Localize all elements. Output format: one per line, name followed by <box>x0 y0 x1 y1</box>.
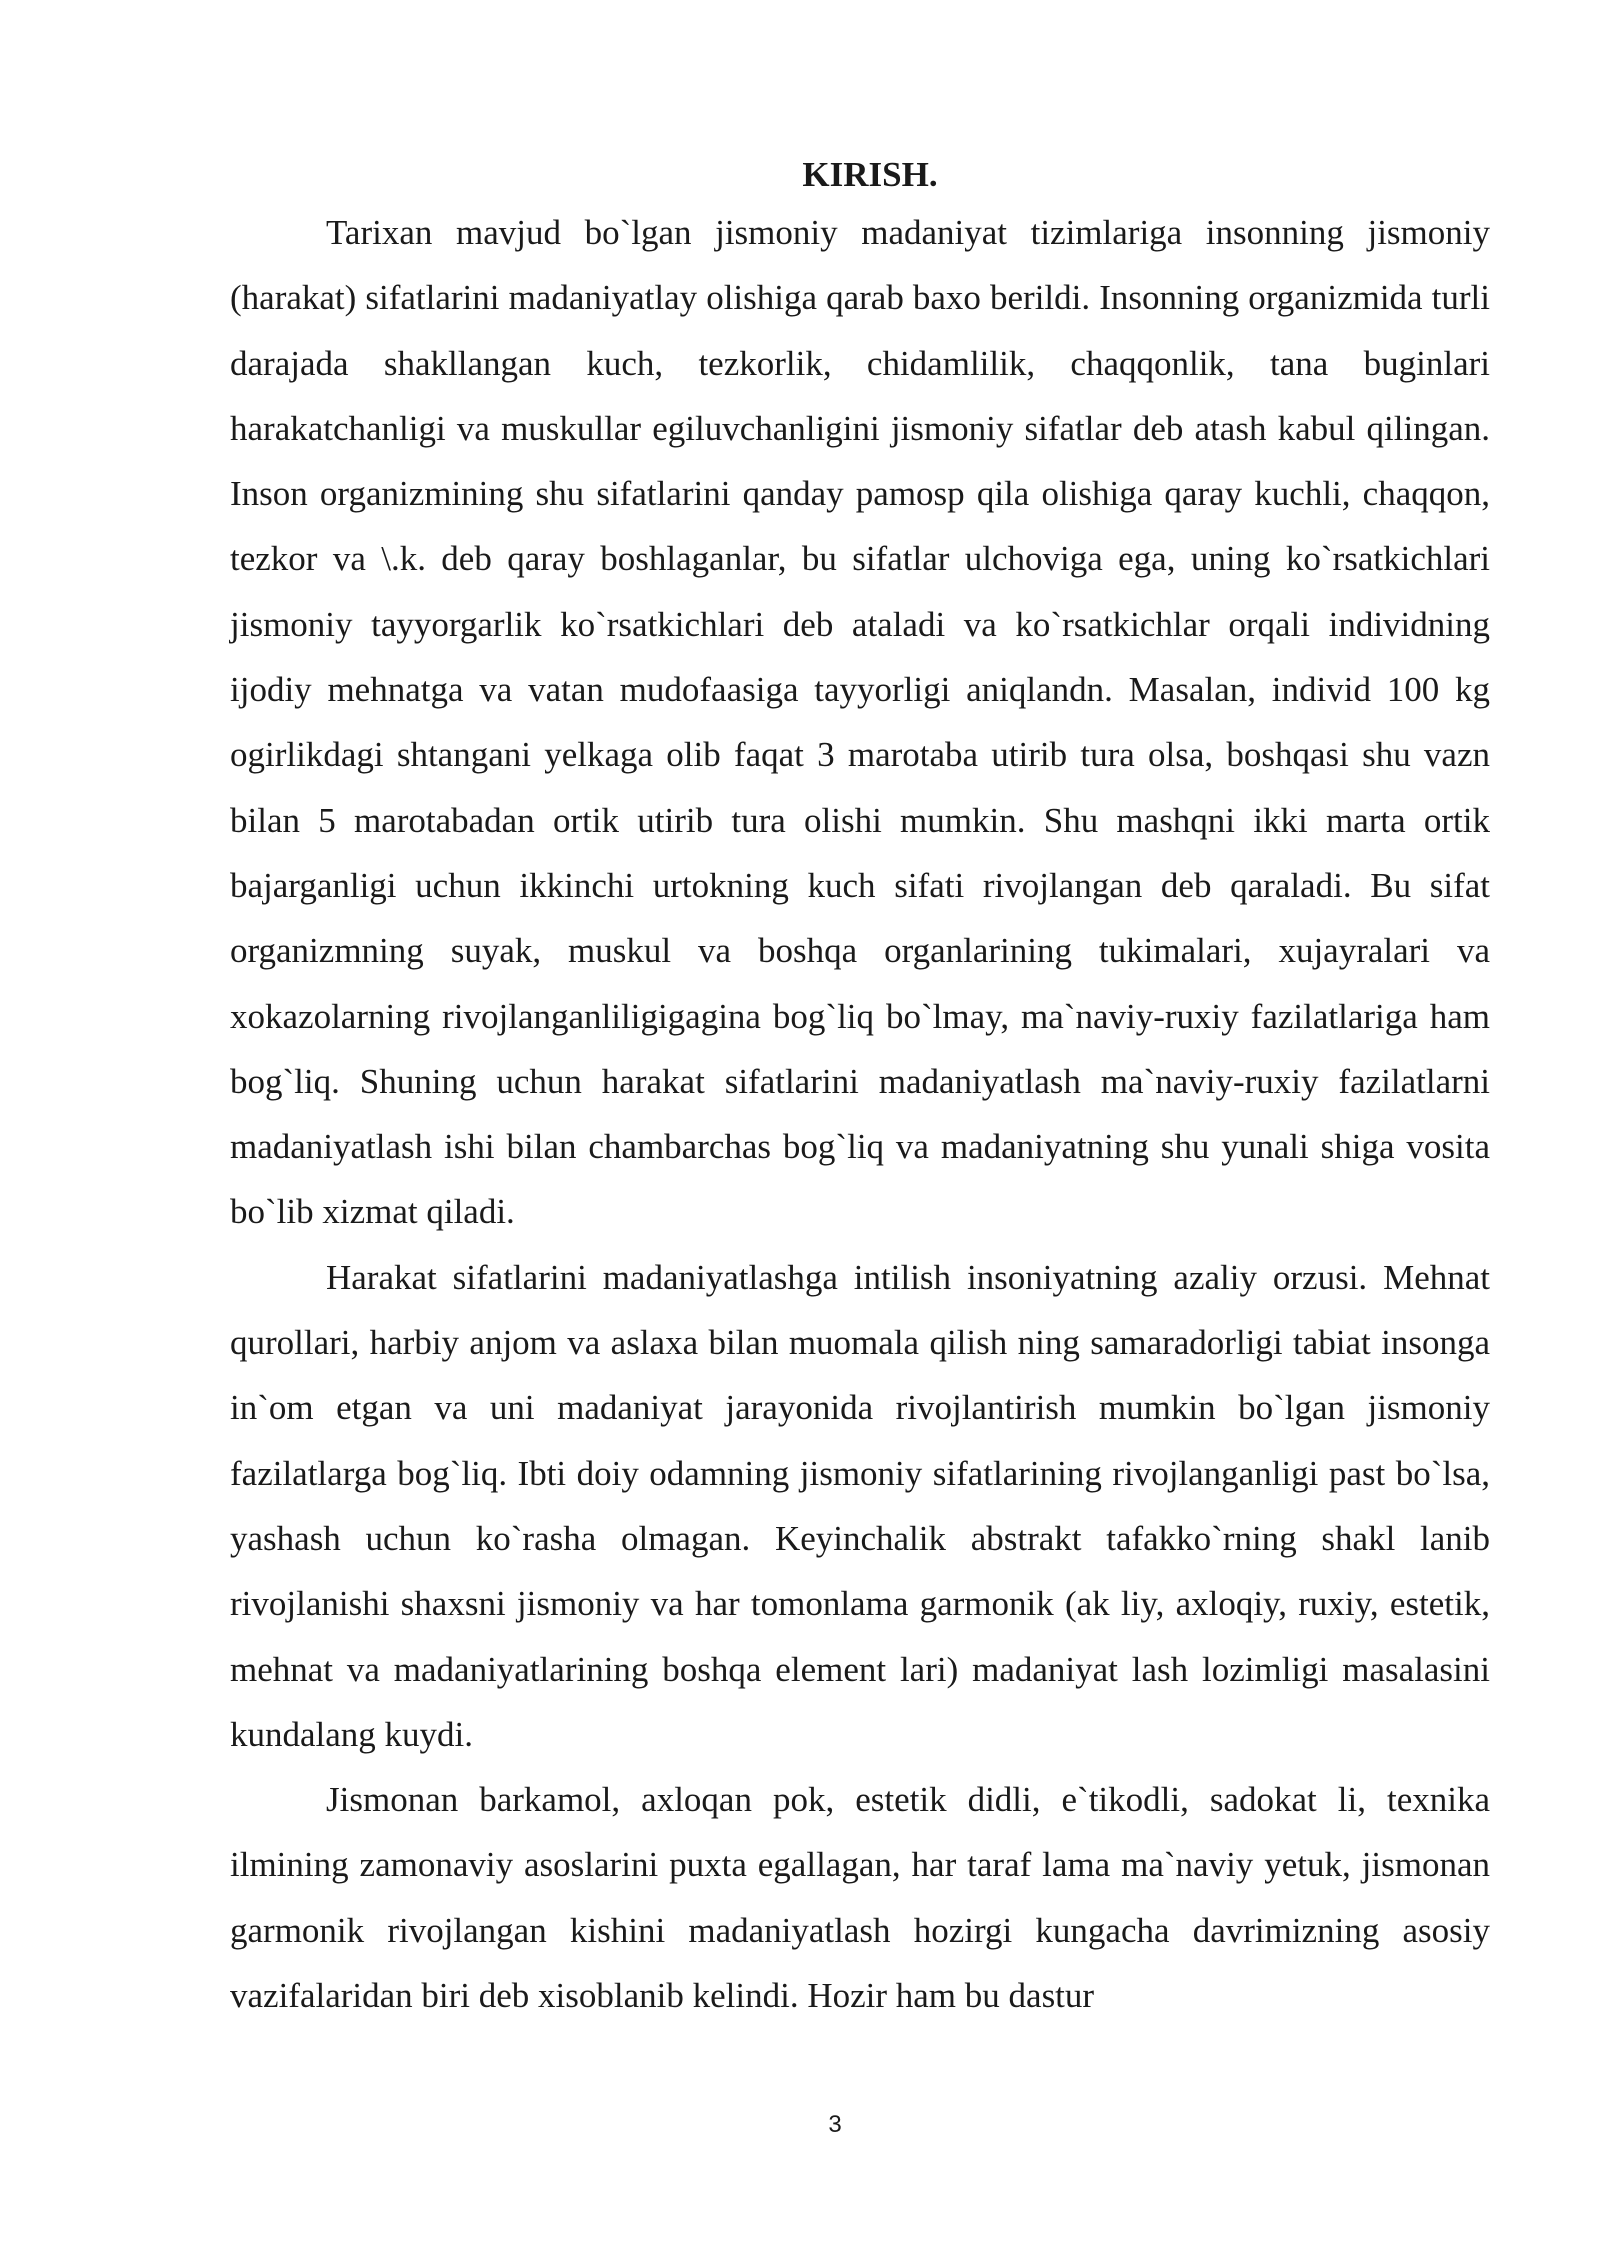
section-heading: KIRISH. <box>802 155 938 194</box>
body-paragraph-2: Harakat sifatlarini madaniyatlashga intilish insoniyatning azaliy orzusi. Mehnat qurollari, harbiy anjom va aslaxa bilan muomala qilish ning samaradorligi tabiat insonga in`om etgan va uni madaniyat jarayonida rivojlantirish mumkin bo`lgan jismoniy fazilatlarga bog`liq. Ibti doiy odamning jismoniy sifatlarining rivojlanganligi past bo`lsa, yashash uchun ko`rasha olmagan. Keyinchalik abstrakt tafakko`rning shakl lanib rivojlanishi shaxsni jismoniy va har tomonlama garmonik (ak liy, axloqiy, ruxiy, estetik, mehnat va madaniyatlarining boshqa element lari) madaniyat lash lozimligi masalasini kundalang kuydi. <box>230 1257 1490 1754</box>
document-page <box>230 150 1490 2028</box>
body-paragraph-1: Tarixan mavjud bo`lgan jismoniy madaniyat tizimlariga insonning jismoniy (harakat) sifatlarini madaniyatlay olishiga qarab baxo berildi. Insonning organizmida turli darajada shakllangan kuch, tezkorlik, chidamlilik, chaqqonlik, tana buginlari harakatchanligi va muskullar egiluvchanligini jismoniy sifatlar deb atash kabul qilingan. Inson organizmining shu sifatlarini qanday pamosp qila olishiga qaray kuchli, chaqqon, tezkor va \.k. deb qaray boshlaganlar, bu sifatlar ulchoviga ega, uning ko`rsatkichlari jismoniy tayyorgarlik ko`rsatkichlari deb ataladi va ko`rsatkichlar orqali individning ijodiy mehnatga va vatan mudofaasiga tayyorligi aniqlandn. Masalan, individ 100 kg ogirlikdagi shtangani yelkaga olib faqat 3 marotaba utirib tura olsa, boshqasi shu vazn bilan 5 marotabadan ortik utirib tura olishi mumkin. Shu mashqni ikki marta ortik bajarganligi uchun ikkinchi urtokning kuch sifati rivojlangan deb qaraladi. Bu sifat organizmning suyak, muskul va boshqa organlarining tukimalari, xujayralari va xokazolarning rivojlanganliligigagina bog`liq bo`lmay, ma`naviy-ruxiy fazilatlariga ham bog`liq. Shuning uchun harakat sifatlarini madaniyatlash ma`naviy-ruxiy fazilatlarni madaniyatlash ishi bilan chambarchas bog`liq va madaniyatning shu yunali shiga vosita bo`lib xizmat qiladi. <box>230 213 1490 1232</box>
body-paragraph-3: Jismonan barkamol, axloqan pok, estetik didli, e`tikodli, sadokat li, texnika ilmining zamonaviy asoslarini puxta egallagan, har taraf lama ma`naviy yetuk, jismonan garmonik rivojlangan kishini madaniyatlash hozirgi kungacha davrimizning asosiy vazifalaridan biri deb xisoblanib kelindi. Hozir ham bu dastur <box>230 1780 1490 2016</box>
page-number: 3 <box>828 2111 842 2138</box>
